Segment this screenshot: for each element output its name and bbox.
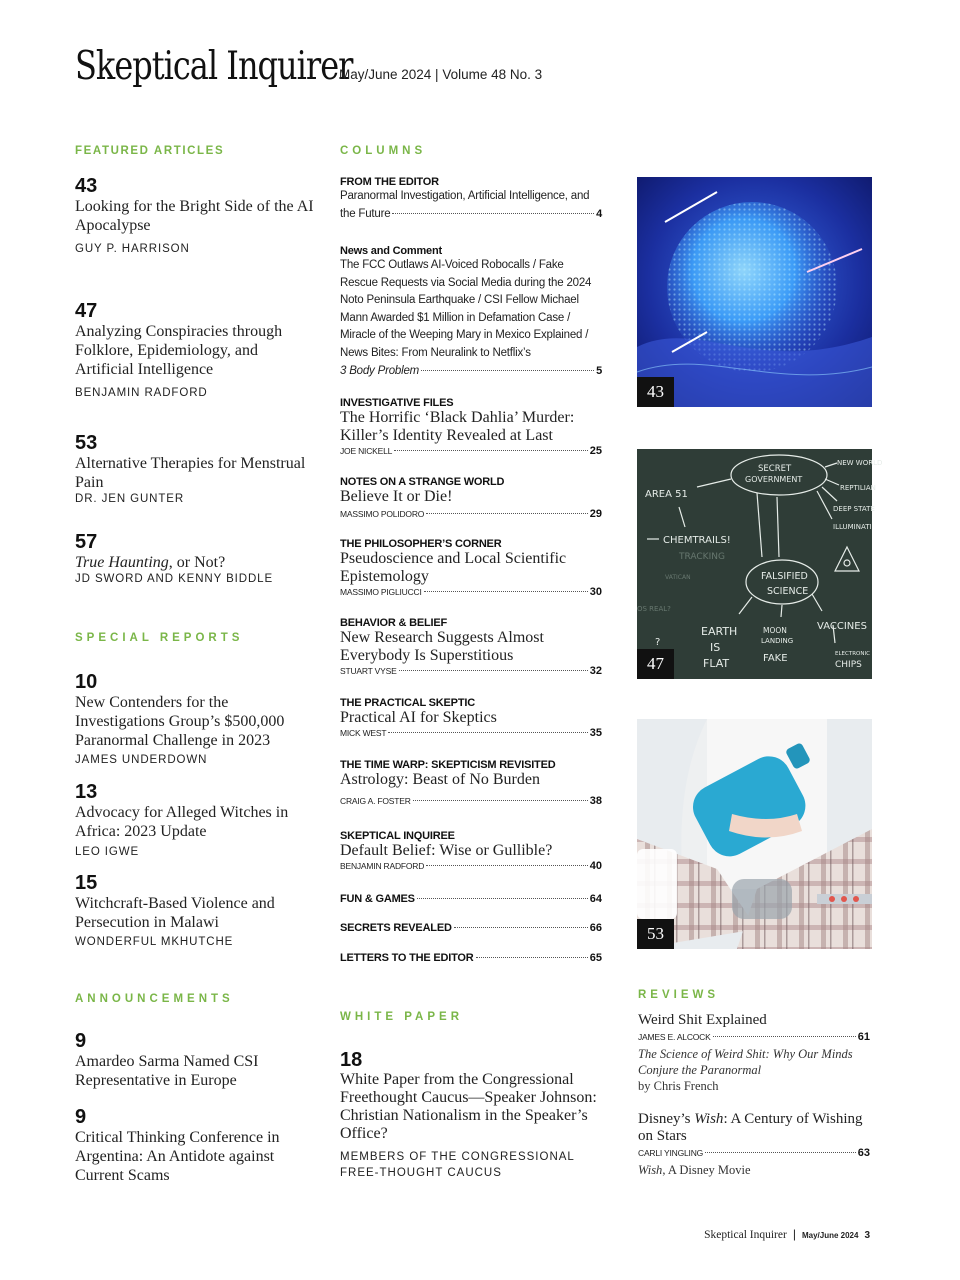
chalkboard-icon (637, 449, 883, 679)
page-number: 43 (75, 175, 98, 197)
column-title: Believe It or Die! (340, 488, 453, 505)
page-number: 9 (75, 1106, 87, 1128)
leader-row (340, 586, 602, 598)
column-author: CRAIG A. FOSTER (340, 796, 411, 806)
column-item[interactable] (340, 759, 602, 807)
leader-row (638, 1147, 870, 1159)
column-item[interactable] (340, 538, 602, 598)
page-number: 13 (75, 781, 98, 803)
column-from-editor[interactable] (340, 176, 602, 223)
chalk-vaccines: VACCINES (817, 621, 867, 632)
article-author: BENJAMIN RADFORD (75, 387, 208, 399)
column-head: BEHAVIOR & BELIEF (340, 617, 448, 629)
announcements-heading: ANNOUNCEMENTS (75, 993, 234, 1005)
special-item[interactable] (75, 872, 315, 948)
featured-heading: FEATURED ARTICLES (75, 145, 225, 157)
leader-row: LETTERS TO THE EDITOR 65 (340, 952, 602, 964)
article-author: DR. JEN GUNTER (75, 493, 185, 505)
article-title: Witchcraft-Based Violence and Persecution in Malawi (75, 895, 275, 931)
chalk-reptilian: REPTILIAN (840, 484, 876, 492)
page-badge: 43 (637, 377, 674, 407)
leader-row (340, 860, 602, 872)
footer-magazine: Skeptical Inquirer (704, 1229, 787, 1241)
article-author: WONDERFUL MKHUTCHE (75, 936, 234, 948)
page-number: 10 (75, 671, 98, 693)
chalk-new-world: NEW WORLD (837, 459, 883, 467)
article-title: Looking for the Bright Side of the AI Apocalypse (75, 198, 314, 234)
column-head: News and Comment (340, 245, 442, 257)
article-author: LEO IGWE (75, 846, 140, 858)
chalk-secret: SECRET (758, 464, 792, 474)
article-author: MEMBERS OF THE CONGRESSIONAL FREE-THOUGHT CAUCUS (340, 1151, 575, 1179)
column-head: FROM THE EDITOR (340, 176, 439, 188)
chalk-flat: FLAT (703, 657, 730, 670)
chalk-landing: LANDING (761, 637, 794, 645)
article-author: JAMES UNDERDOWN (75, 754, 208, 766)
chalk-illuminati: ILLUMINATI (833, 523, 872, 531)
issue-info: May/June 2024 | Volume 48 No. 3 (339, 67, 543, 82)
footer-page-number: 3 (864, 1230, 870, 1241)
page-number: 64 (589, 893, 602, 905)
chalk-chemtrails: CHEMTRAILS! (663, 535, 731, 546)
column-head: THE PHILOSOPHER’S CORNER (340, 538, 502, 550)
column-head: THE TIME WARP: SKEPTICISM REVISITED (340, 759, 556, 771)
column-title: Astrology: Beast of No Burden (340, 771, 540, 788)
article-title: White Paper from the Congressional Freethought Caucus—Speaker Johnson: Christian Nationalism in the Speaker’s Office? (340, 1071, 597, 1142)
chalk-chips: CHIPS (835, 660, 862, 670)
footer-issue: May/June 2024 (801, 1231, 859, 1240)
page-number: 40 (589, 860, 602, 872)
column-misc[interactable] (340, 893, 602, 905)
column-body: The FCC Outlaws AI-Voiced Robocalls / Fake Rescue Requests via Social Media during the 2024 Noto Peninsula Earthquake / CSI Fellow Michael Mann Awarded $1 Million in Defamation Case / Miracle of the Weeping Mary in Mexico Explained / News Bites: From Neuralink to Netflix’s (340, 259, 592, 359)
review-author: JAMES E. ALCOCK (638, 1032, 711, 1042)
review-item[interactable] (638, 1012, 870, 1094)
column-title: The Horrific ‘Black Dahlia’ Murder: Killer’s Identity Revealed at Last (340, 409, 575, 444)
page-number: 38 (589, 795, 602, 807)
white-paper-heading: WHITE PAPER (340, 1011, 464, 1023)
column-body: Paranormal Investigation, Artificial Intelligence, and (340, 190, 590, 202)
chalk-question: ? (655, 637, 661, 648)
column-head: INVESTIGATIVE FILES (340, 397, 454, 409)
column-item[interactable] (340, 830, 602, 872)
review-item[interactable] (638, 1111, 870, 1178)
column-author: STUART VYSE (340, 666, 397, 676)
column-misc[interactable] (340, 922, 602, 934)
chalk-deep-state: DEEP STATE (833, 505, 875, 513)
page-number: 4 (596, 207, 602, 220)
review-title: Weird Shit Explained (638, 1012, 767, 1028)
leader-row: 3 Body Problem 5 (340, 363, 602, 381)
page-number: 32 (589, 665, 602, 677)
chalk-government: GOVERNMENT (745, 475, 803, 484)
page-badge: 53 (637, 919, 674, 949)
featured-item[interactable] (75, 432, 315, 505)
article-title: Advocacy for Alleged Witches in Africa: 2023 Update (75, 804, 289, 840)
column-title: Practical AI for Skeptics (340, 709, 497, 726)
chalk-is: IS (710, 641, 721, 654)
column-item[interactable] (340, 697, 602, 739)
page-number: 47 (75, 300, 98, 322)
article-title: New Contenders for the Investigations Group’s $500,000 Paranormal Challenge in 2023 (75, 694, 285, 749)
article-title: Amardeo Sarma Named CSI Representative in Europe (75, 1053, 259, 1089)
chalk-falsified: FALSIFIED (761, 571, 808, 582)
column-title: Pseudoscience and Local Scientific Epistemology (340, 550, 567, 585)
leader-row (340, 727, 602, 739)
page-number: 61 (857, 1031, 870, 1043)
chalk-earth: EARTH (701, 625, 738, 638)
page-number: 35 (589, 727, 602, 739)
chalk-moon: MOON (763, 626, 787, 635)
reviews-heading: REVIEWS (638, 989, 720, 1001)
page-number: 29 (589, 508, 602, 520)
review-title: Disney’s Wish: A Century of Wishing on Stars (638, 1111, 863, 1144)
column-author: BENJAMIN RADFORD (340, 861, 425, 871)
hot-water-bottle-icon (637, 719, 872, 949)
special-item[interactable] (75, 671, 315, 766)
ai-globe-icon (637, 177, 872, 407)
page-number: 57 (75, 531, 98, 553)
ai-globe-image[interactable] (637, 177, 872, 407)
article-title: Critical Thinking Conference in Argentina: An Antidote against Current Scams (75, 1129, 280, 1184)
column-head: SKEPTICAL INQUIREE (340, 830, 455, 842)
column-item[interactable] (340, 397, 602, 457)
column-title: Default Belief: Wise or Gullible? (340, 842, 553, 859)
special-reports-heading: SPECIAL REPORTS (75, 632, 244, 644)
review-author: CARLI YINGLING (638, 1148, 704, 1158)
leader-row: FUN & GAMES 64 (340, 893, 602, 905)
page-number: 63 (857, 1147, 870, 1159)
chalk-area51: AREA 51 (645, 489, 688, 500)
page-number: 53 (75, 432, 98, 454)
leader-row (340, 508, 602, 520)
column-item[interactable] (340, 617, 602, 677)
page-number: 5 (596, 364, 602, 377)
page-number: 65 (589, 952, 602, 964)
leader-row (340, 795, 602, 807)
leader-row (340, 665, 602, 677)
chalkboard-conspiracy-image[interactable] (637, 449, 883, 679)
column-author: MASSIMO PIGLIUCCI (340, 587, 422, 597)
column-author: MICK WEST (340, 728, 387, 738)
special-item[interactable] (75, 781, 315, 858)
white-paper-item[interactable] (340, 1049, 602, 1181)
article-title: Alternative Therapies for Menstrual Pain (75, 455, 306, 491)
article-title: Analyzing Conspiracies through Folklore, Epidemiology, and Artificial Intelligence (75, 323, 283, 378)
page-footer (704, 1227, 870, 1242)
chalk-electronic: ELECTRONIC (835, 651, 870, 657)
hot-water-bottle-image[interactable] (637, 719, 872, 949)
article-title: True Haunting, or Not? (75, 554, 226, 571)
article-author: GUY P. HARRISON (75, 243, 190, 255)
featured-item[interactable] (75, 531, 315, 585)
review-book-author: by Chris French (638, 1079, 719, 1093)
leader-row: the Future 4 (340, 206, 602, 224)
article-author: JD SWORD AND KENNY BIDDLE (75, 573, 274, 585)
leader-row: SECRETS REVEALED 66 (340, 922, 602, 934)
announcement-item[interactable] (75, 1030, 315, 1090)
page-number: 9 (75, 1030, 87, 1052)
footer-separator: | (792, 1227, 796, 1241)
magazine-title: Skeptical Inquirer (75, 44, 353, 89)
column-head: NOTES ON A STRANGE WORLD (340, 476, 505, 488)
page-number: 15 (75, 872, 98, 894)
chalk-real: OS REAL? (637, 605, 671, 613)
review-book: The Science of Weird Shit: Why Our Minds Conjure the Paranormal (638, 1047, 853, 1077)
chalk-science: SCIENCE (767, 586, 809, 597)
page-number: 18 (340, 1049, 363, 1071)
column-title: New Research Suggests Almost Everybody Is Superstitious (340, 629, 544, 664)
column-misc[interactable] (340, 952, 602, 964)
column-head: THE PRACTICAL SKEPTIC (340, 697, 475, 709)
announcement-item[interactable] (75, 1106, 315, 1185)
page-number: 66 (589, 922, 602, 934)
leader-row (638, 1031, 870, 1043)
column-news[interactable] (340, 245, 602, 380)
chalk-fake: FAKE (763, 653, 788, 664)
leader-row (340, 445, 602, 457)
review-book: Wish, A Disney Movie (638, 1163, 751, 1177)
column-item[interactable] (340, 476, 602, 520)
column-author: MASSIMO POLIDORO (340, 509, 425, 519)
chalk-vatican: VATICAN (665, 574, 691, 581)
featured-item[interactable] (75, 175, 315, 255)
chalk-tracking: TRACKING (679, 552, 725, 562)
page-number: 25 (589, 445, 602, 457)
page-number: 30 (589, 586, 602, 598)
columns-heading: COLUMNS (340, 145, 427, 157)
column-author: JOE NICKELL (340, 446, 393, 456)
page-badge: 47 (637, 649, 674, 679)
featured-item[interactable] (75, 300, 315, 399)
